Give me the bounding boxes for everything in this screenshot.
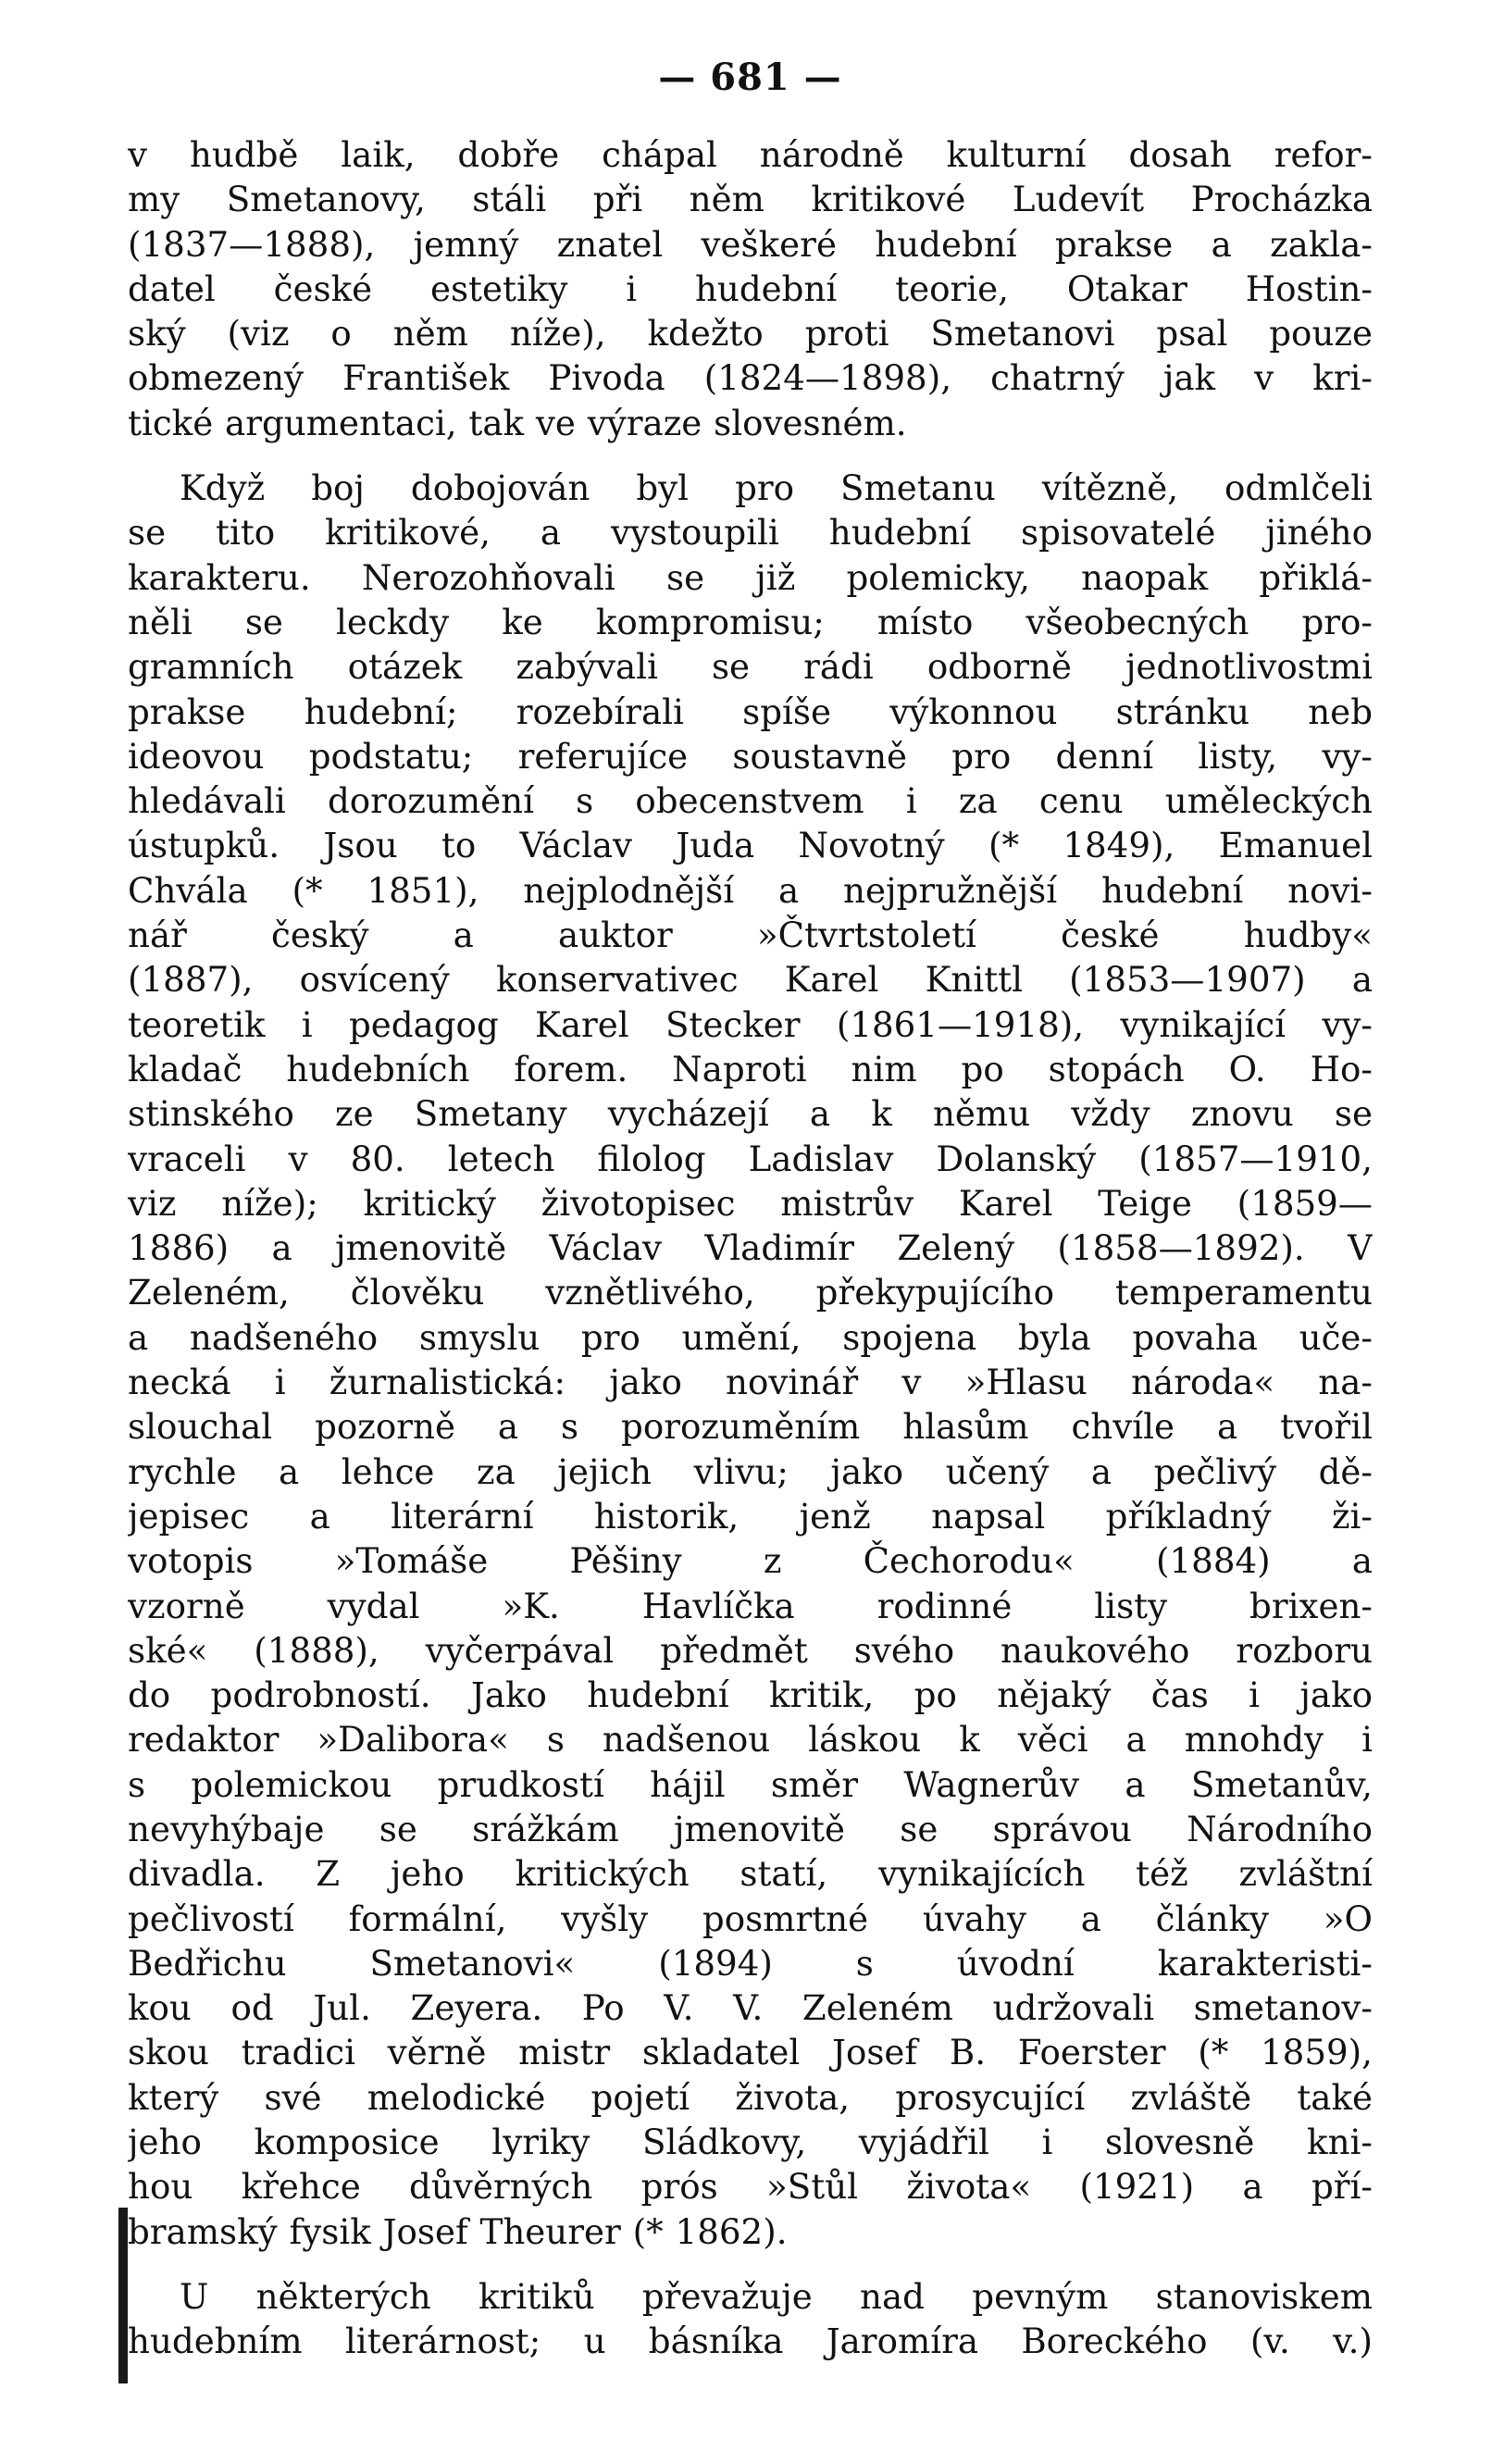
- text-line: vraceli v 80. letech filolog Ladislav Dolanský (1857—1910,: [128, 1138, 1373, 1179]
- text-line: do podrobností. Jako hudební kritik, po nějaký čas i jako: [128, 1674, 1373, 1716]
- text-line: stinského ze Smetany vycházejí a k němu vždy znovu se: [128, 1093, 1373, 1135]
- binding-margin-mark: [118, 2208, 128, 2383]
- text-line: jepisec a literární historik, jenž napsal příkladný ži-: [128, 1495, 1373, 1537]
- text-line: teoretik i pedagog Karel Stecker (1861—1918), vynikající vy-: [128, 1003, 1373, 1045]
- text-line: ský (viz o něm níže), kdežto proti Smetanovi psal pouze: [128, 313, 1373, 355]
- text-line: redaktor »Dalibora« s nadšenou láskou k věci a mnohdy i: [128, 1719, 1373, 1761]
- text-line: který své melodické pojetí života, prosycující zvláště také: [128, 2076, 1373, 2118]
- text-line: tické argumentaci, tak ve výraze slovesném.: [128, 402, 907, 443]
- paragraph-literary-critics: [128, 2274, 1373, 2364]
- text-line: a nadšeného smyslu pro umění, spojena byla povaha uče-: [128, 1316, 1373, 1358]
- text-line: s polemickou prudkostí hájil směr Wagnerův a Smetanův,: [128, 1763, 1373, 1805]
- book-page: [128, 56, 1373, 2364]
- text-line: nevyhýbaje se srážkám jmenovitě se správou Národního: [128, 1808, 1373, 1849]
- text-line: kou od Jul. Zeyera. Po V. V. Zeleném udržovali smetanov-: [128, 1987, 1373, 2029]
- text-line: obmezený František Pivoda (1824—1898), chatrný jak v kri-: [128, 357, 1373, 399]
- text-line: karakteru. Nerozohňovali se již polemicky, naopak přiklá-: [128, 556, 1373, 598]
- text-line: kladač hudebních forem. Naproti nim po stopách O. Ho-: [128, 1048, 1373, 1089]
- text-line: jeho komposice lyriky Sládkovy, vyjádřil i slovesně kni-: [128, 2122, 1373, 2163]
- text-line: gramních otázek zabývali se rádi odborně jednotlivostmi: [128, 646, 1373, 688]
- text-line: Zeleném, člověku vznětlivého, překypujícího temperamentu: [128, 1272, 1373, 1313]
- text-line: rychle a lehce za jejich vlivu; jako učený a pečlivý dě-: [128, 1450, 1373, 1492]
- text-line: divadla. Z jeho kritických statí, vynikajících též zvláštní: [128, 1853, 1373, 1895]
- text-line: něli se leckdy ke kompromisu; místo všeobecných pro-: [128, 601, 1373, 642]
- text-line: hou křehce důvěrných prós »Stůl života« (1921) a pří-: [128, 2166, 1373, 2208]
- text-line: viz níže); kritický životopisec mistrův Karel Teige (1859—: [128, 1182, 1373, 1224]
- text-line: se tito kritikové, a vystoupili hudební spisovatelé jiného: [128, 512, 1373, 554]
- text-line: ideovou podstatu; referujíce soustavně pro denní listy, vy-: [128, 735, 1373, 777]
- text-line: (1887), osvícený konservativec Karel Knittl (1853—1907) a: [128, 959, 1373, 1001]
- text-line: votopis »Tomáše Pěšiny z Čechorodu« (1884) a: [128, 1540, 1373, 1582]
- text-line: pečlivostí formální, vyšly posmrtné úvahy a články »O: [128, 1898, 1373, 1939]
- text-line: hudebním literárnost; u básníka Jaromíra Boreckého (v. v.): [128, 2321, 1373, 2362]
- text-line: slouchal pozorně a s porozuměním hlasům chvíle a tvořil: [128, 1406, 1373, 1448]
- text-line: v hudbě laik, dobře chápal národně kulturní dosah refor-: [128, 134, 1373, 175]
- text-line: prakse hudební; rozebírali spíše výkonnou stránku neb: [128, 691, 1373, 732]
- text-line: Chvála (* 1851), nejplodnější a nejpružnější hudební novi-: [128, 869, 1373, 911]
- text-line: datel české estetiky i hudební teorie, Otakar Hostin-: [128, 268, 1373, 309]
- paragraph-critics-smetana: [128, 132, 1373, 445]
- text-line: hledávali dorozumění s obecenstvem i za cenu uměleckých: [128, 780, 1373, 822]
- text-line: nář český a auktor »Čtvrtstoletí české hudby«: [128, 915, 1373, 956]
- text-line: (1837—1888), jemný znatel veškeré hudební prakse a zakla-: [128, 223, 1373, 265]
- text-line: ústupků. Jsou to Václav Juda Novotný (* 1849), Emanuel: [128, 825, 1373, 866]
- text-line: U některých kritiků převažuje nad pevným stanoviskem: [180, 2275, 1373, 2317]
- page-number: — 681 —: [658, 56, 842, 99]
- text-line: ské« (1888), vyčerpával předmět svého naukového rozboru: [128, 1629, 1373, 1671]
- text-line: 1886) a jmenovitě Václav Vladimír Zelený (1858—1892). V: [128, 1227, 1373, 1269]
- text-line: bramský fysik Josef Theurer (* 1862).: [128, 2210, 788, 2252]
- text-line: my Smetanovy, stáli při něm kritikové Ludevít Procházka: [128, 179, 1373, 220]
- paragraph-music-writers: [128, 466, 1373, 2254]
- text-line: Bedřichu Smetanovi« (1894) s úvodní karakteristi-: [128, 1942, 1373, 1984]
- text-line: necká i žurnalistická: jako novinář v »Hlasu národa« na-: [128, 1362, 1373, 1403]
- text-line: skou tradici věrně mistr skladatel Josef B. Foerster (* 1859),: [128, 2032, 1373, 2073]
- text-line: vzorně vydal »K. Havlíčka rodinné listy brixen-: [128, 1585, 1373, 1626]
- text-line: Když boj dobojován byl pro Smetanu vítězně, odmlčeli: [180, 467, 1373, 509]
